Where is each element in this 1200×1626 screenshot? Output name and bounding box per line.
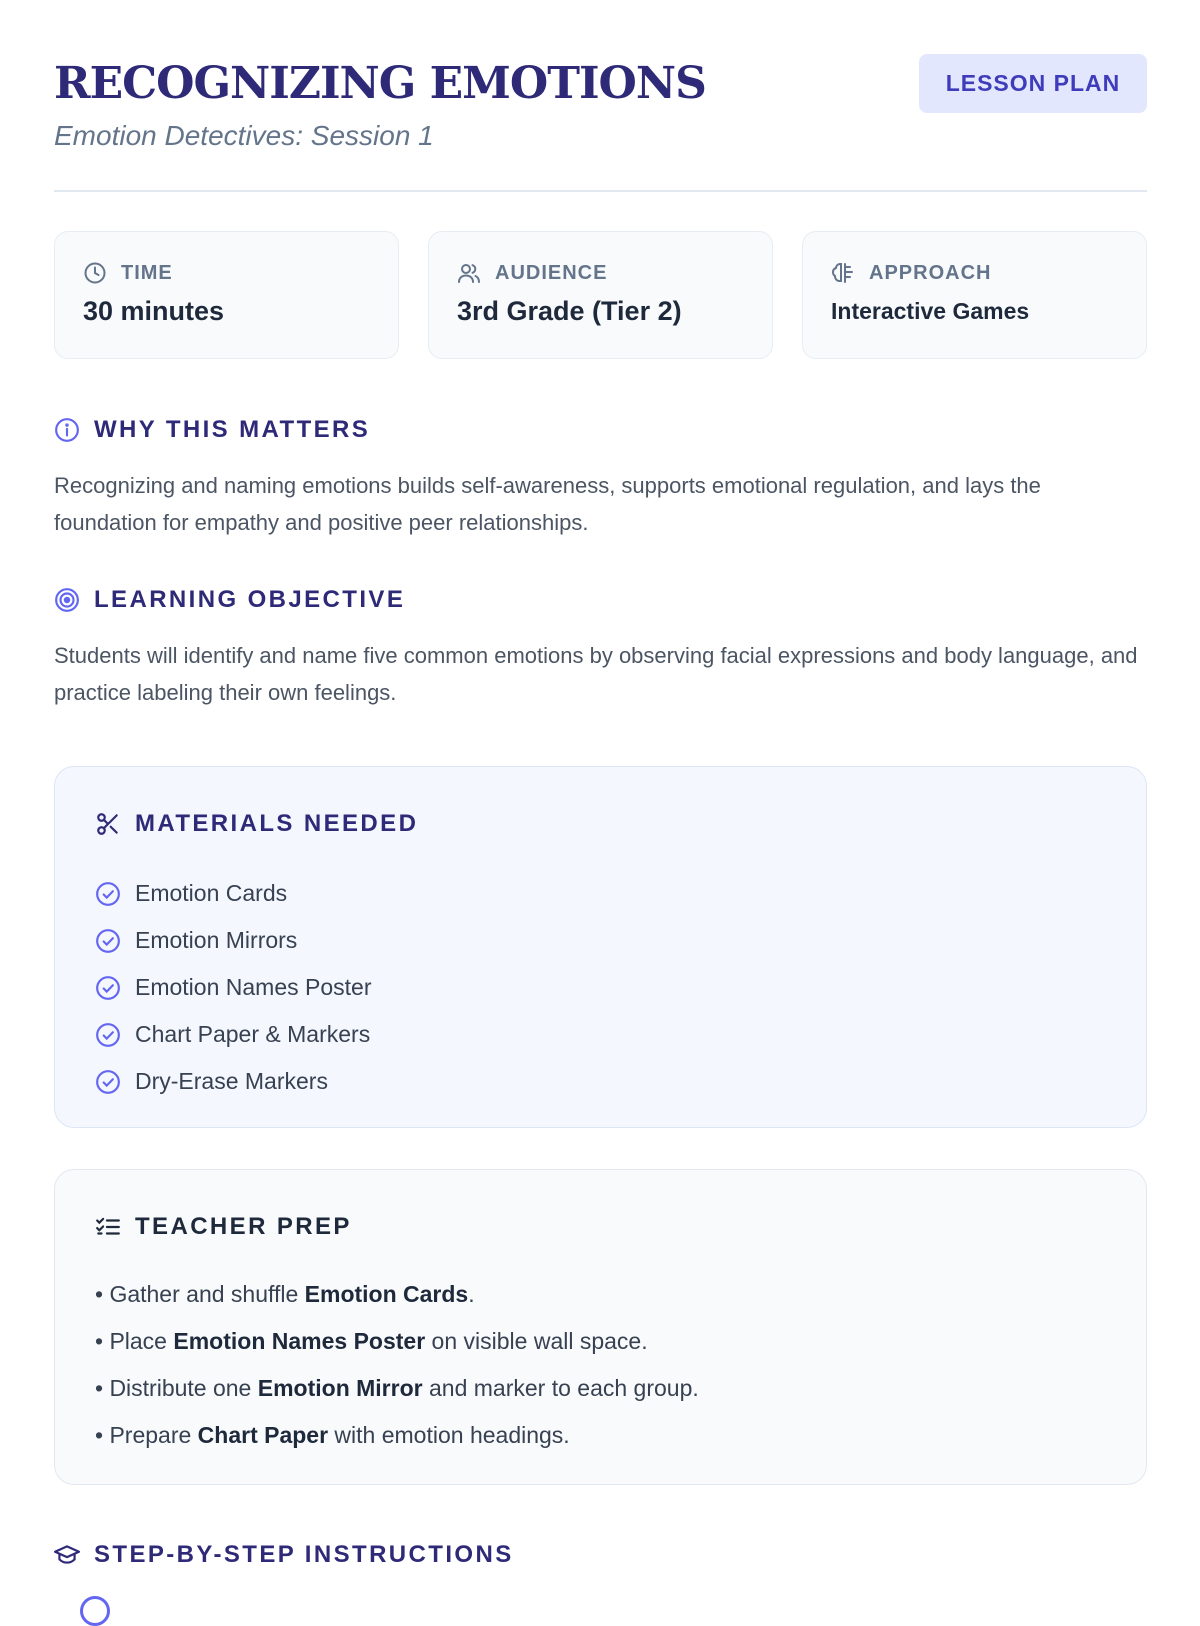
lesson-plan-badge: LESSON PLAN — [919, 54, 1147, 113]
check-circle-icon — [95, 1069, 121, 1095]
list-item: • Gather and shuffle Emotion Cards. — [95, 1281, 475, 1307]
page-subtitle: Emotion Detectives: Session 1 — [54, 120, 434, 151]
materials-heading — [95, 809, 418, 839]
teacher-prep-list — [95, 1271, 699, 1459]
stat-cards — [54, 231, 1147, 359]
brain-icon — [831, 261, 855, 285]
stat-label: APPROACH — [869, 261, 992, 284]
stat-value: Interactive Games — [831, 298, 1030, 324]
list-item: • Prepare Chart Paper with emotion headings. — [95, 1422, 570, 1448]
teacher-prep-box — [54, 1169, 1147, 1485]
stat-card-approach — [802, 231, 1147, 359]
list-item: • Place Emotion Names Poster on visible wall space. — [95, 1328, 648, 1354]
list-item: Emotion Mirrors — [95, 917, 371, 964]
section-title: WHY THIS MATTERS — [94, 416, 371, 443]
learning-objective-heading — [54, 585, 405, 615]
page-header — [54, 0, 1147, 192]
materials-box — [54, 766, 1147, 1128]
stat-value: 3rd Grade (Tier 2) — [457, 296, 682, 326]
stat-label: TIME — [121, 261, 173, 284]
stat-label: AUDIENCE — [495, 261, 608, 284]
stat-value: 30 minutes — [83, 296, 225, 326]
list-item: Chart Paper & Markers — [95, 1011, 371, 1058]
list-item: • Distribute one Emotion Mirror and marker to each group. — [95, 1375, 699, 1401]
check-circle-icon — [95, 1022, 121, 1048]
lesson-plan-page — [54, 0, 1147, 1568]
scissors-icon — [95, 811, 121, 837]
materials-list — [95, 870, 371, 1105]
list-item: Emotion Names Poster — [95, 964, 371, 1011]
why-this-matters-heading — [54, 415, 370, 445]
check-circle-icon — [95, 881, 121, 907]
step-number-marker — [80, 1596, 110, 1626]
section-title: MATERIALS NEEDED — [135, 810, 419, 837]
list-item: Dry-Erase Markers — [95, 1058, 371, 1105]
info-icon — [54, 417, 80, 443]
section-title: TEACHER PREP — [135, 1213, 352, 1240]
stat-card-time — [54, 231, 399, 359]
stat-card-audience — [428, 231, 773, 359]
section-title: LEARNING OBJECTIVE — [94, 586, 406, 613]
users-icon — [457, 261, 481, 285]
target-icon — [54, 587, 80, 613]
check-circle-icon — [95, 928, 121, 954]
why-this-matters-text: Recognizing and naming emotions builds self-awareness, supports emotional regulation, and lays the foundation for empathy and positive peer relationships. — [54, 473, 1041, 535]
clock-icon — [83, 261, 107, 285]
step-by-step-heading — [54, 1540, 514, 1570]
check-circle-icon — [95, 975, 121, 1001]
graduation-cap-icon — [54, 1542, 80, 1568]
list-item: Emotion Cards — [95, 870, 371, 917]
learning-objective-text: Students will identify and name five common emotions by observing facial expressions and body language, and practice labeling their own feelings. — [54, 643, 1138, 705]
page-title: RECOGNIZING EMOTIONS — [54, 58, 706, 109]
section-title: STEP-BY-STEP INSTRUCTIONS — [94, 1541, 514, 1568]
teacher-prep-heading — [95, 1212, 352, 1242]
checklist-icon — [95, 1214, 121, 1240]
